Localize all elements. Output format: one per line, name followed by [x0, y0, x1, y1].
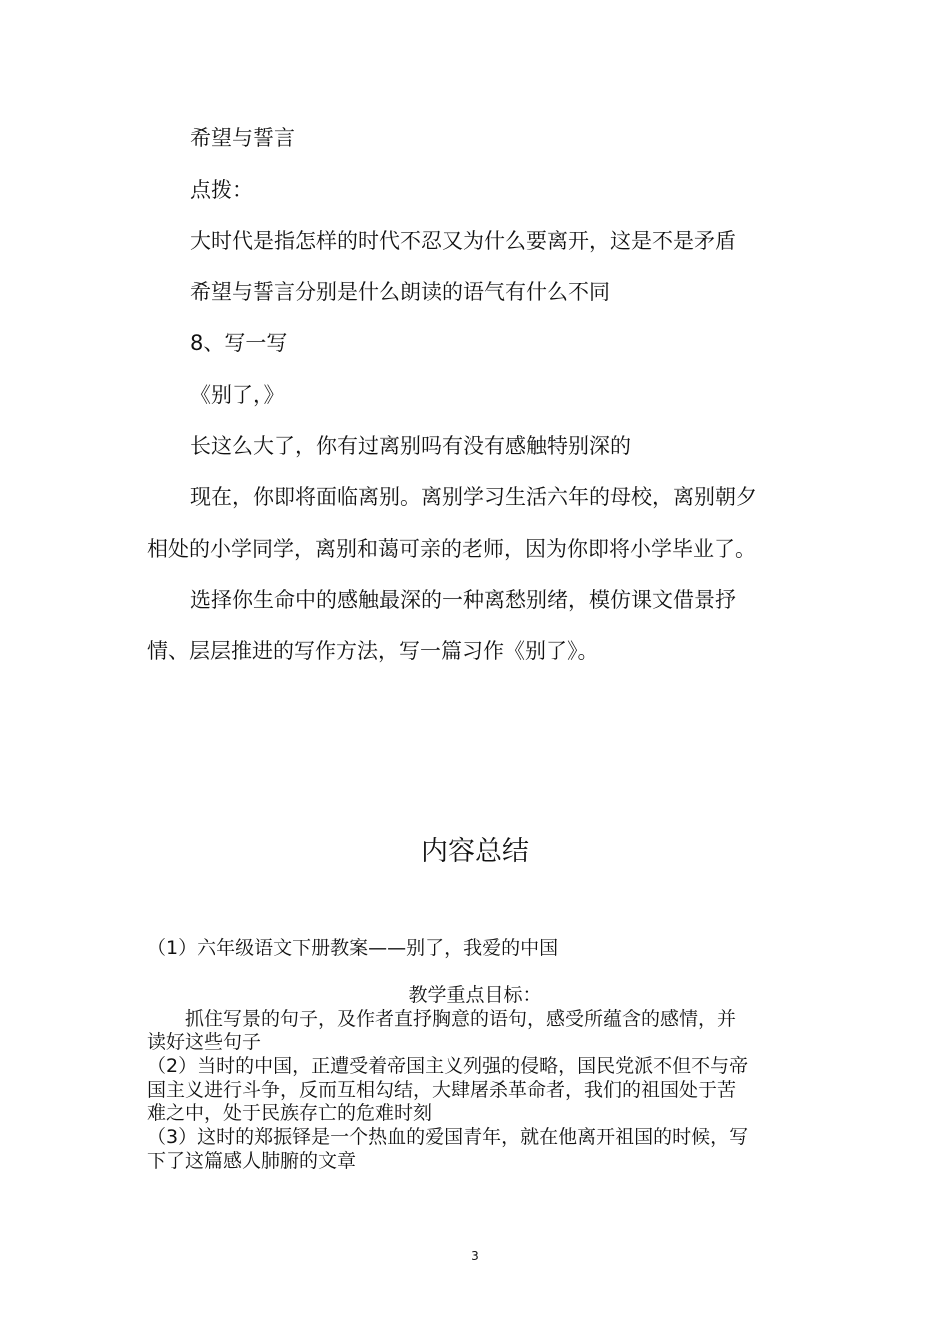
summary-line: 下了这篇感人肺腑的文章: [147, 1150, 357, 1172]
summary-line: 难之中，处于民族存亡的危难时刻: [147, 1102, 433, 1124]
summary-line: 国主义进行斗争，反而互相勾结，大肆屠杀革命者，我们的祖国处于苦: [147, 1079, 737, 1101]
text-line: 现在，你即将面临离别。离别学习生活六年的母校，离别朝夕: [190, 485, 757, 509]
summary-line: （3）这时的郑振铎是一个热血的爱国青年，就在他离开祖国的时候，写: [147, 1126, 749, 1148]
page-number: 3: [471, 1249, 479, 1263]
section-title: 内容总结: [421, 836, 529, 867]
text-line: 希望与誓言分别是什么朗读的语气有什么不同: [190, 280, 610, 304]
text-line: 《别了，》: [190, 383, 285, 407]
text-line: 点拨：: [190, 178, 253, 202]
text-line: 8、写一写: [190, 331, 288, 355]
text-line: 选择你生命中的感触最深的一种离愁别绪，模仿课文借景抒: [190, 588, 736, 612]
summary-line: （2）当时的中国，正遭受着帝国主义列强的侵略，国民党派不但不与帝: [147, 1055, 749, 1077]
summary-line: 抓住写景的句子，及作者直抒胸意的语句，感受所蕴含的感情，并: [185, 1008, 737, 1030]
summary-item: （1）六年级语文下册教案——别了，我爱的中国: [147, 937, 559, 959]
text-line: 大时代是指怎样的时代不忍又为什么要离开，这是不是矛盾: [190, 229, 736, 253]
text-line: 相处的小学同学，离别和蔼可亲的老师，因为你即将小学毕业了。: [147, 537, 756, 561]
summary-subtitle: 教学重点目标：: [408, 984, 542, 1006]
text-line: 希望与誓言: [190, 126, 295, 150]
text-line: 长这么大了，你有过离别吗有没有感触特别深的: [190, 434, 631, 458]
summary-line: 读好这些句子: [147, 1031, 262, 1053]
text-line: 情、层层推进的写作方法，写一篇习作《别了》。: [147, 639, 599, 663]
